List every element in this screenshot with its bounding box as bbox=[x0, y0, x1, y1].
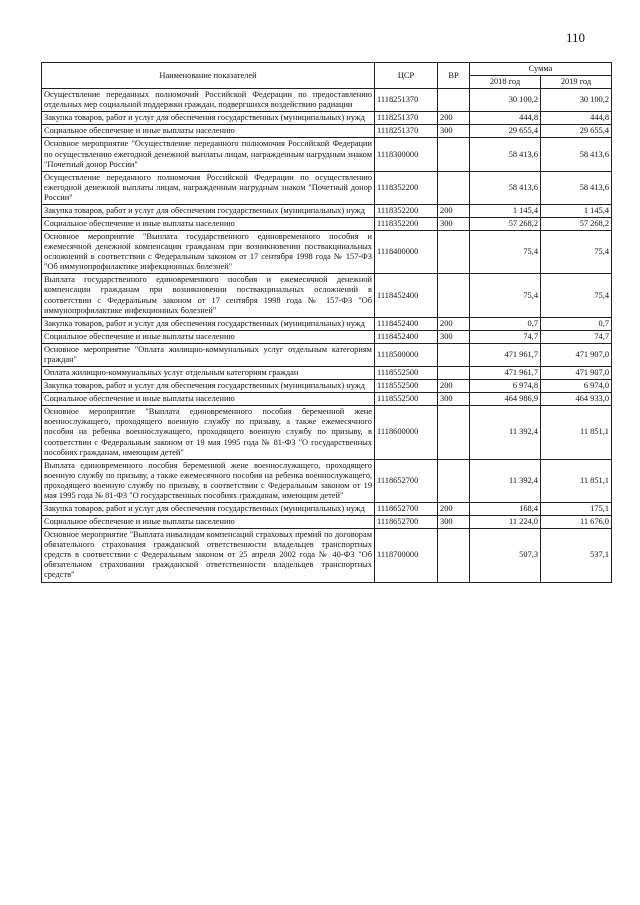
table-row bbox=[42, 218, 612, 231]
row-sum-2019: 537,1 bbox=[541, 529, 612, 582]
row-name: Осуществление переданных полномочий Российской Федерации по предоставлению отдельных мер социальной поддержки граждан, подвергшихся воздействию радиации bbox=[42, 89, 375, 112]
header-name: Наименование показателей bbox=[42, 63, 375, 89]
row-vr bbox=[438, 138, 470, 171]
row-vr: 300 bbox=[438, 393, 470, 406]
row-sum-2019: 58 413,6 bbox=[541, 138, 612, 171]
row-sum-2018: 30 100,2 bbox=[470, 89, 541, 112]
row-sum-2018: 75,4 bbox=[470, 274, 541, 317]
row-csr: 1118400000 bbox=[375, 231, 438, 274]
row-sum-2018: 6 974,8 bbox=[470, 380, 541, 393]
row-sum-2018: 75,4 bbox=[470, 231, 541, 274]
table-row bbox=[42, 459, 612, 502]
table-row bbox=[42, 171, 612, 204]
header-csr: ЦСР bbox=[375, 63, 438, 89]
row-vr bbox=[438, 89, 470, 112]
row-sum-2018: 444,8 bbox=[470, 112, 541, 125]
row-vr: 300 bbox=[438, 516, 470, 529]
row-name: Социальное обеспечение и иные выплаты населению bbox=[42, 218, 375, 231]
header-year-2018: 2018 год bbox=[470, 76, 541, 89]
row-sum-2018: 58 413,6 bbox=[470, 171, 541, 204]
table-row bbox=[42, 317, 612, 330]
table-row bbox=[42, 367, 612, 380]
row-csr: 1118251370 bbox=[375, 112, 438, 125]
row-csr: 1118352200 bbox=[375, 218, 438, 231]
row-sum-2019: 444,8 bbox=[541, 112, 612, 125]
header-vr: ВР bbox=[438, 63, 470, 89]
row-csr: 1118552500 bbox=[375, 367, 438, 380]
row-vr: 200 bbox=[438, 112, 470, 125]
row-sum-2018: 471 961,7 bbox=[470, 343, 541, 366]
row-csr: 1118500000 bbox=[375, 343, 438, 366]
header-row bbox=[42, 63, 612, 76]
table-row bbox=[42, 112, 612, 125]
row-vr: 200 bbox=[438, 380, 470, 393]
row-csr: 1118552500 bbox=[375, 380, 438, 393]
row-sum-2018: 0,7 bbox=[470, 317, 541, 330]
row-sum-2019: 175,1 bbox=[541, 502, 612, 515]
row-name: Выплата государственного единовременного пособия и ежемесячной денежной компенсации гражданам при возникновении поствакцинальных осложнений в соответствии с Федеральным законом от 17 сентября 1998 года № 157-ФЗ "Об иммунопрофилактике инфекционных болезней" bbox=[42, 274, 375, 317]
row-sum-2018: 11 392,4 bbox=[470, 406, 541, 459]
table-row bbox=[42, 380, 612, 393]
row-sum-2019: 11 676,0 bbox=[541, 516, 612, 529]
row-vr: 300 bbox=[438, 330, 470, 343]
row-vr: 300 bbox=[438, 125, 470, 138]
row-sum-2018: 57 268,2 bbox=[470, 218, 541, 231]
row-vr bbox=[438, 459, 470, 502]
row-vr bbox=[438, 171, 470, 204]
table-row bbox=[42, 502, 612, 515]
row-sum-2019: 57 268,2 bbox=[541, 218, 612, 231]
row-name: Социальное обеспечение и иные выплаты населению bbox=[42, 393, 375, 406]
row-name: Социальное обеспечение и иные выплаты населению bbox=[42, 330, 375, 343]
row-sum-2018: 58 413,6 bbox=[470, 138, 541, 171]
row-sum-2019: 11 851,1 bbox=[541, 406, 612, 459]
row-vr: 200 bbox=[438, 204, 470, 217]
row-name: Осуществление переданного полномочия Российской Федерации по осуществлению ежегодной денежной выплаты лицам, награжденным нагрудным знаком "Почетный донор России" bbox=[42, 171, 375, 204]
header-year-2019: 2019 год bbox=[541, 76, 612, 89]
row-name: Выплата единовременного пособия беременной жене военнослужащего, проходящего военную службу по призыву, а также ежемесячного пособия на ребенка военнослужащего, проходящего военную службу по призыву, в соответствии с Федеральным законом от 19 мая 1995 года № 81-ФЗ "О государственных пособиях гражданам, имеющим детей" bbox=[42, 459, 375, 502]
row-name: Основное мероприятие "Выплата государственного единовременного пособия и ежемесячной денежной компенсации гражданам при возникновении поствакцинальных осложнений в соответствии с Федеральным законом от 17 сентября 1998 года № 157-ФЗ "Об иммунопрофилактике инфекционных болезней" bbox=[42, 231, 375, 274]
row-sum-2019: 6 974,0 bbox=[541, 380, 612, 393]
row-csr: 1118600000 bbox=[375, 406, 438, 459]
table-row bbox=[42, 89, 612, 112]
table-row bbox=[42, 330, 612, 343]
row-csr: 1118652700 bbox=[375, 502, 438, 515]
row-sum-2019: 0,7 bbox=[541, 317, 612, 330]
row-sum-2018: 1 145,4 bbox=[470, 204, 541, 217]
row-csr: 1118652700 bbox=[375, 459, 438, 502]
page-number: 110 bbox=[566, 30, 586, 45]
row-vr bbox=[438, 406, 470, 459]
table-row bbox=[42, 274, 612, 317]
row-csr: 1118352200 bbox=[375, 171, 438, 204]
row-sum-2018: 464 986,9 bbox=[470, 393, 541, 406]
row-sum-2019: 74,7 bbox=[541, 330, 612, 343]
table-row bbox=[42, 138, 612, 171]
row-name: Закупка товаров, работ и услуг для обеспечения государственных (муниципальных) нужд bbox=[42, 380, 375, 393]
table-body bbox=[42, 89, 612, 582]
row-sum-2018: 74,7 bbox=[470, 330, 541, 343]
row-csr: 1118452400 bbox=[375, 317, 438, 330]
row-name: Закупка товаров, работ и услуг для обеспечения государственных (муниципальных) нужд bbox=[42, 502, 375, 515]
row-sum-2019: 30 100,2 bbox=[541, 89, 612, 112]
row-name: Основное мероприятие "Оплата жилищно-коммунальных услуг отдельным категориям граждан" bbox=[42, 343, 375, 366]
table-row bbox=[42, 343, 612, 366]
row-sum-2018: 168,4 bbox=[470, 502, 541, 515]
row-name: Основное мероприятие "Выплата инвалидам компенсаций страховых премий по договорам обязательного страхования гражданской ответственности владельцев транспортных средств в соответствии с Федеральным законом от 25 апреля 2002 года № 40-ФЗ "Об обязательном страховании гражданской ответственности владельцев транспортных средств" bbox=[42, 529, 375, 582]
table-row bbox=[42, 406, 612, 459]
row-name: Социальное обеспечение и иные выплаты населению bbox=[42, 125, 375, 138]
row-name: Социальное обеспечение и иные выплаты населению bbox=[42, 516, 375, 529]
row-sum-2018: 471 961,7 bbox=[470, 367, 541, 380]
row-csr: 1118552500 bbox=[375, 393, 438, 406]
table-row bbox=[42, 204, 612, 217]
row-sum-2019: 29 655,4 bbox=[541, 125, 612, 138]
row-csr: 1118652700 bbox=[375, 516, 438, 529]
row-name: Закупка товаров, работ и услуг для обеспечения государственных (муниципальных) нужд bbox=[42, 112, 375, 125]
row-name: Закупка товаров, работ и услуг для обеспечения государственных (муниципальных) нужд bbox=[42, 204, 375, 217]
row-sum-2018: 11 392,4 bbox=[470, 459, 541, 502]
budget-table bbox=[41, 62, 612, 583]
row-csr: 1118352200 bbox=[375, 204, 438, 217]
row-sum-2019: 1 145,4 bbox=[541, 204, 612, 217]
header-sum: Сумма bbox=[470, 63, 612, 76]
row-vr bbox=[438, 274, 470, 317]
row-csr: 1118700000 bbox=[375, 529, 438, 582]
row-vr: 200 bbox=[438, 502, 470, 515]
row-name: Закупка товаров, работ и услуг для обеспечения государственных (муниципальных) нужд bbox=[42, 317, 375, 330]
row-name: Основное мероприятие "Осуществление переданного полномочия Российской Федерации по осуществлению ежегодной денежной выплаты лицам, награжденным нагрудным знаком "Почетный донор России" bbox=[42, 138, 375, 171]
table-row bbox=[42, 125, 612, 138]
table-row bbox=[42, 529, 612, 582]
row-sum-2019: 464 933,0 bbox=[541, 393, 612, 406]
row-vr bbox=[438, 367, 470, 380]
table-row bbox=[42, 393, 612, 406]
row-name: Оплата жилищно-коммунальных услуг отдельным категориям граждан bbox=[42, 367, 375, 380]
table-row bbox=[42, 231, 612, 274]
row-csr: 1118300000 bbox=[375, 138, 438, 171]
row-sum-2019: 58 413,6 bbox=[541, 171, 612, 204]
row-csr: 1118452400 bbox=[375, 274, 438, 317]
row-sum-2019: 471 907,0 bbox=[541, 343, 612, 366]
row-vr: 300 bbox=[438, 218, 470, 231]
row-sum-2019: 75,4 bbox=[541, 231, 612, 274]
row-vr: 200 bbox=[438, 317, 470, 330]
row-sum-2018: 29 655,4 bbox=[470, 125, 541, 138]
row-sum-2019: 11 851,1 bbox=[541, 459, 612, 502]
row-vr bbox=[438, 529, 470, 582]
row-vr bbox=[438, 231, 470, 274]
row-csr: 1118251370 bbox=[375, 89, 438, 112]
row-sum-2019: 471 907,0 bbox=[541, 367, 612, 380]
row-sum-2018: 11 224,0 bbox=[470, 516, 541, 529]
row-csr: 1118251370 bbox=[375, 125, 438, 138]
row-sum-2018: 507,3 bbox=[470, 529, 541, 582]
row-csr: 1118452400 bbox=[375, 330, 438, 343]
table-row bbox=[42, 516, 612, 529]
row-vr bbox=[438, 343, 470, 366]
row-name: Основное мероприятие "Выплата единовременного пособия беременной жене военнослужащего, проходящего военную службу по призыву, а также ежемесячного пособия на ребенка военнослужащего, проходящего военную службу по призыву, в соответствии с Федеральным законом от 19 мая 1995 года № 81-ФЗ "О государственных пособиях гражданам, имеющим детей" bbox=[42, 406, 375, 459]
row-sum-2019: 75,4 bbox=[541, 274, 612, 317]
